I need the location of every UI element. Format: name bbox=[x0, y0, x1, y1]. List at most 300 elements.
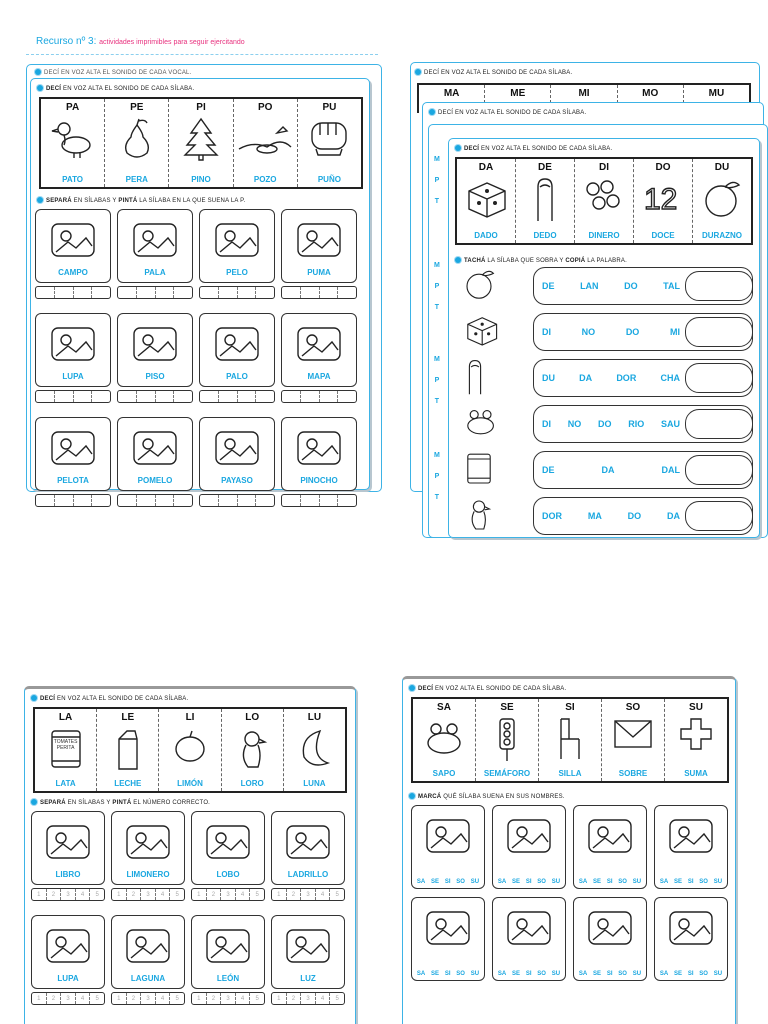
strip-syllable[interactable]: DI bbox=[542, 419, 551, 429]
syllable-boxes[interactable] bbox=[35, 286, 111, 299]
card-word: PELOTA bbox=[57, 476, 89, 485]
s-card-grid bbox=[411, 805, 729, 981]
syllable-box[interactable] bbox=[36, 391, 55, 402]
syllable-boxes[interactable] bbox=[111, 888, 185, 901]
syllable-word: DEDO bbox=[533, 231, 557, 240]
syllable-choice[interactable]: SI bbox=[444, 879, 451, 885]
syllable-boxes[interactable] bbox=[31, 992, 105, 1005]
number-choice[interactable]: 3 bbox=[221, 889, 236, 900]
syllable-box[interactable] bbox=[256, 287, 274, 298]
syllable-box[interactable] bbox=[92, 495, 110, 506]
syllable-box[interactable] bbox=[338, 495, 356, 506]
number-choice[interactable]: 2 bbox=[127, 993, 142, 1004]
number-choice[interactable]: 3 bbox=[141, 889, 156, 900]
syllable-label: DU bbox=[714, 162, 730, 173]
syllable-word: POZO bbox=[253, 175, 277, 184]
syllable-label: DA bbox=[478, 162, 494, 173]
syllable-choice[interactable]: SO bbox=[699, 971, 708, 977]
syllable-choice[interactable]: SI bbox=[687, 971, 694, 977]
syllable-choice[interactable]: SE bbox=[674, 971, 683, 977]
strip-syllables bbox=[542, 281, 680, 291]
number-choice[interactable]: 4 bbox=[76, 993, 91, 1004]
syllable-choice[interactable]: SA bbox=[416, 971, 426, 977]
syllable-boxes[interactable] bbox=[111, 992, 185, 1005]
duck-icon bbox=[50, 117, 96, 164]
syllable-label: SI bbox=[565, 702, 575, 713]
syllable-box[interactable] bbox=[301, 495, 320, 506]
number-choice[interactable]: 1 bbox=[192, 993, 207, 1004]
syllable-choice[interactable]: SI bbox=[606, 971, 613, 977]
syllable-choice[interactable]: SI bbox=[606, 879, 613, 885]
answer-field[interactable] bbox=[685, 271, 753, 301]
syllable-box[interactable] bbox=[118, 495, 137, 506]
picture-card bbox=[199, 313, 275, 387]
syllable-choice[interactable]: SE bbox=[674, 879, 683, 885]
strip-syllable[interactable]: LAN bbox=[580, 281, 599, 291]
syllable-box[interactable] bbox=[137, 391, 156, 402]
number-choice[interactable]: 5 bbox=[175, 892, 179, 898]
number-choice[interactable]: 4 bbox=[236, 889, 251, 900]
card-item bbox=[111, 915, 185, 1005]
syllable-choice[interactable]: SO bbox=[618, 971, 627, 977]
syllable-box[interactable] bbox=[320, 287, 339, 298]
side-letter: P bbox=[434, 377, 440, 384]
syllable-choice[interactable]: SE bbox=[593, 879, 602, 885]
syllable-choice[interactable]: SI bbox=[444, 971, 451, 977]
syllable-choice[interactable]: SI bbox=[687, 879, 694, 885]
number-choice[interactable]: 2 bbox=[287, 993, 302, 1004]
syllable-box[interactable] bbox=[338, 391, 356, 402]
number-choice[interactable]: 2 bbox=[207, 993, 222, 1004]
syllable-box[interactable] bbox=[74, 391, 93, 402]
picture-card bbox=[117, 313, 193, 387]
plus-icon bbox=[679, 717, 713, 756]
syllable-box[interactable] bbox=[320, 391, 339, 402]
strip-syllable[interactable]: MI bbox=[669, 327, 680, 337]
number-choice[interactable]: 5 bbox=[335, 996, 339, 1002]
syllable-word: LATA bbox=[55, 779, 76, 788]
syllable-choice[interactable]: SO bbox=[537, 879, 546, 885]
syllable-box[interactable] bbox=[282, 287, 301, 298]
syllable-word: PINO bbox=[191, 175, 211, 184]
s-instruction-2: MARCÁ QUÉ SÍLABA SUENA EN SUS NOMBRES. bbox=[409, 793, 565, 800]
syllable-choices bbox=[574, 971, 646, 977]
syllable-box[interactable] bbox=[256, 495, 274, 506]
syllable-box[interactable] bbox=[156, 495, 175, 506]
syllable-box[interactable] bbox=[338, 287, 356, 298]
number-choice[interactable]: 3 bbox=[221, 993, 236, 1004]
syllable-boxes[interactable] bbox=[281, 286, 357, 299]
syllable-box[interactable] bbox=[200, 287, 219, 298]
strip-syllable[interactable]: RIO bbox=[628, 419, 645, 429]
picture-card bbox=[199, 417, 275, 491]
number-choice[interactable]: 4 bbox=[316, 889, 331, 900]
strip-syllable[interactable]: DO bbox=[624, 281, 638, 291]
syllable-choice[interactable]: SI bbox=[525, 971, 532, 977]
card-word: LUPA bbox=[62, 372, 84, 381]
number-choice[interactable]: 5 bbox=[95, 996, 99, 1002]
syllable-choice[interactable]: SE bbox=[512, 971, 521, 977]
card-word: POMELO bbox=[137, 476, 173, 485]
card-item bbox=[31, 811, 105, 901]
syllable-word: SEMÁFORO bbox=[483, 769, 531, 778]
number-choice[interactable]: 1 bbox=[272, 993, 287, 1004]
number-choice[interactable]: 3 bbox=[141, 993, 156, 1004]
syllable-box[interactable] bbox=[74, 287, 93, 298]
syllable-word: PUÑO bbox=[317, 175, 341, 184]
sheet-s bbox=[402, 676, 736, 1024]
picture-card bbox=[31, 915, 105, 989]
number-choice[interactable]: 4 bbox=[76, 889, 91, 900]
twelve-icon bbox=[640, 177, 686, 222]
strip-syllable[interactable]: MA bbox=[587, 511, 602, 521]
number-choice[interactable]: 2 bbox=[47, 889, 62, 900]
card-item bbox=[281, 313, 357, 403]
answer-field[interactable] bbox=[685, 317, 753, 347]
syllable-box[interactable] bbox=[219, 495, 238, 506]
syllable-choices bbox=[412, 879, 484, 885]
strip-syllable[interactable]: DOR bbox=[616, 373, 637, 383]
syllable-boxes[interactable] bbox=[199, 390, 275, 403]
syllable-boxes[interactable] bbox=[191, 992, 265, 1005]
lemon-icon bbox=[170, 727, 210, 772]
picture-card bbox=[411, 897, 485, 981]
strip-syllables bbox=[542, 373, 680, 383]
syllable-box[interactable] bbox=[282, 391, 301, 402]
syllable-boxes[interactable] bbox=[281, 390, 357, 403]
card-item bbox=[111, 811, 185, 901]
syllable-label: DO bbox=[655, 162, 671, 173]
strip-syllable[interactable]: DA bbox=[666, 511, 680, 521]
number-choice[interactable]: 1 bbox=[32, 993, 47, 1004]
card-word: PAYASO bbox=[221, 476, 253, 485]
syllable-boxes[interactable] bbox=[31, 888, 105, 901]
number-choice[interactable]: 1 bbox=[192, 889, 207, 900]
picture-card bbox=[654, 805, 728, 889]
syllable-column bbox=[539, 699, 602, 781]
side-letter: M bbox=[434, 156, 440, 163]
card-item bbox=[35, 417, 111, 507]
syllable-choice[interactable]: SE bbox=[431, 879, 440, 885]
syllable-box[interactable] bbox=[36, 287, 55, 298]
syllable-word: DOCE bbox=[651, 231, 675, 240]
syllable-choice[interactable]: SU bbox=[551, 879, 561, 885]
syllable-word: LECHE bbox=[114, 779, 142, 788]
syllable-word: LORO bbox=[240, 779, 264, 788]
number-choice[interactable]: 5 bbox=[335, 892, 339, 898]
answer-field[interactable] bbox=[685, 409, 753, 439]
syllable-label: MI bbox=[578, 88, 590, 99]
syllable-column bbox=[665, 699, 727, 781]
syllable-column bbox=[516, 159, 575, 243]
syllable-choice[interactable]: SA bbox=[578, 971, 588, 977]
syllable-box[interactable] bbox=[55, 391, 74, 402]
syllable-word: PERA bbox=[125, 175, 148, 184]
syllable-label: PI bbox=[196, 102, 206, 113]
number-choice[interactable]: 2 bbox=[287, 889, 302, 900]
strip-syllable[interactable]: DI bbox=[542, 327, 551, 337]
syllable-choice[interactable]: SA bbox=[659, 971, 669, 977]
sheet-d bbox=[448, 138, 760, 538]
number-choice[interactable]: 5 bbox=[255, 996, 259, 1002]
syllable-boxes[interactable] bbox=[199, 494, 275, 507]
syllable-column bbox=[298, 99, 361, 187]
number-choice[interactable]: 2 bbox=[127, 889, 142, 900]
syllable-column bbox=[476, 699, 539, 781]
syllable-column bbox=[457, 159, 516, 243]
syllable-choice[interactable]: SU bbox=[551, 971, 561, 977]
syllable-choice[interactable]: SA bbox=[416, 879, 426, 885]
syllable-choice[interactable]: SA bbox=[497, 879, 507, 885]
syllable-box[interactable] bbox=[238, 495, 257, 506]
syllable-label: LU bbox=[307, 712, 322, 723]
syllable-box[interactable] bbox=[92, 287, 110, 298]
syllable-label: LI bbox=[185, 712, 195, 723]
syllable-boxes[interactable] bbox=[117, 390, 193, 403]
syllable-choice[interactable]: SE bbox=[512, 879, 521, 885]
side-letter: P bbox=[434, 473, 440, 480]
syllable-column bbox=[159, 709, 221, 791]
syllable-label: SE bbox=[500, 702, 514, 713]
parrot-icon bbox=[463, 497, 495, 536]
syllable-choice[interactable]: SO bbox=[456, 971, 465, 977]
syllable-box[interactable] bbox=[174, 287, 192, 298]
syllable-word: SILLA bbox=[558, 769, 582, 778]
number-choice[interactable]: 3 bbox=[301, 889, 316, 900]
syllable-strip bbox=[533, 359, 753, 397]
answer-field[interactable] bbox=[685, 363, 753, 393]
strip-syllable[interactable]: DA bbox=[579, 373, 593, 383]
card-item bbox=[281, 417, 357, 507]
syllable-box[interactable] bbox=[200, 495, 219, 506]
sheet-p bbox=[30, 78, 370, 490]
number-choice[interactable]: 5 bbox=[175, 996, 179, 1002]
side-letters-4 bbox=[434, 452, 440, 501]
strip-syllable[interactable]: NO bbox=[567, 419, 582, 429]
picture-card bbox=[281, 209, 357, 283]
syllable-choice[interactable]: SU bbox=[632, 879, 642, 885]
syllable-choice[interactable]: SA bbox=[659, 879, 669, 885]
number-choice[interactable]: 4 bbox=[236, 993, 251, 1004]
card-word: LIMONERO bbox=[126, 870, 170, 879]
syllable-box[interactable] bbox=[282, 495, 301, 506]
syllable-boxes[interactable] bbox=[281, 494, 357, 507]
number-choice[interactable]: 1 bbox=[112, 889, 127, 900]
syllable-box[interactable] bbox=[219, 391, 238, 402]
picture-card bbox=[191, 915, 265, 989]
card-word: LUZ bbox=[300, 974, 316, 983]
syllable-box[interactable] bbox=[320, 495, 339, 506]
syllable-strip bbox=[533, 497, 753, 535]
picture-card bbox=[31, 811, 105, 885]
picture-card bbox=[492, 805, 566, 889]
syllable-boxes[interactable] bbox=[117, 494, 193, 507]
syllable-boxes[interactable] bbox=[271, 888, 345, 901]
pit-icon bbox=[237, 117, 293, 162]
syllable-column bbox=[413, 699, 476, 781]
card-item bbox=[191, 915, 265, 1005]
card-word: PELO bbox=[226, 268, 248, 277]
syllable-box[interactable] bbox=[174, 495, 192, 506]
strip-syllables bbox=[542, 419, 680, 429]
resource-header bbox=[36, 36, 245, 47]
syllable-box[interactable] bbox=[156, 391, 175, 402]
strip-syllable[interactable]: DE bbox=[542, 281, 555, 291]
number-choice[interactable]: 4 bbox=[156, 993, 171, 1004]
card-picture-icon bbox=[502, 812, 556, 888]
number-choice[interactable]: 5 bbox=[255, 892, 259, 898]
syllable-box[interactable] bbox=[200, 391, 219, 402]
picture-card bbox=[411, 805, 485, 889]
syllable-label: MO bbox=[642, 88, 659, 99]
card-word: LEÓN bbox=[216, 974, 240, 983]
s-syllable-table bbox=[411, 697, 729, 783]
syllable-box[interactable] bbox=[219, 287, 238, 298]
card-picture-icon bbox=[583, 812, 637, 888]
chair-icon bbox=[553, 717, 587, 766]
card-picture-icon bbox=[421, 904, 475, 980]
syllable-choice[interactable]: SO bbox=[618, 879, 627, 885]
answer-field[interactable] bbox=[685, 455, 753, 485]
card-picture-icon bbox=[664, 812, 718, 888]
answer-field[interactable] bbox=[685, 501, 753, 531]
syllable-word: DINERO bbox=[588, 231, 620, 240]
syllable-box[interactable] bbox=[301, 391, 320, 402]
picture-card bbox=[573, 897, 647, 981]
syllable-choice[interactable]: SI bbox=[525, 879, 532, 885]
strip-syllable[interactable]: DO bbox=[627, 511, 642, 521]
number-choice[interactable]: 3 bbox=[301, 993, 316, 1004]
syllable-box[interactable] bbox=[118, 287, 137, 298]
syllable-boxes[interactable] bbox=[35, 390, 111, 403]
card-picture-icon bbox=[502, 904, 556, 980]
syllable-box[interactable] bbox=[256, 391, 274, 402]
syllable-boxes[interactable] bbox=[271, 992, 345, 1005]
syllable-choice[interactable]: SE bbox=[593, 971, 602, 977]
syllable-box[interactable] bbox=[74, 495, 93, 506]
number-choice[interactable]: 2 bbox=[207, 889, 222, 900]
card-word: PINOCHO bbox=[300, 476, 338, 485]
syllable-box[interactable] bbox=[55, 495, 74, 506]
syllable-choice[interactable]: SO bbox=[456, 879, 465, 885]
card-item bbox=[199, 417, 275, 507]
syllable-choices bbox=[655, 879, 727, 885]
number-choice[interactable]: 4 bbox=[156, 889, 171, 900]
syllable-box[interactable] bbox=[174, 391, 192, 402]
syllable-word: SUMA bbox=[684, 769, 708, 778]
picture-card bbox=[281, 313, 357, 387]
picture-card bbox=[35, 417, 111, 491]
card-item bbox=[35, 209, 111, 299]
syllable-box[interactable] bbox=[301, 287, 320, 298]
number-choice[interactable]: 5 bbox=[95, 892, 99, 898]
syllable-word: SOBRE bbox=[618, 769, 648, 778]
number-choice[interactable]: 2 bbox=[47, 993, 62, 1004]
syllable-choice[interactable]: SU bbox=[470, 971, 480, 977]
number-choice[interactable]: 3 bbox=[61, 993, 76, 1004]
strip-syllable[interactable]: DU bbox=[542, 373, 555, 383]
dice-icon bbox=[463, 313, 500, 351]
syllable-box[interactable] bbox=[238, 391, 257, 402]
syllable-box[interactable] bbox=[36, 495, 55, 506]
card-word: LAGUNA bbox=[130, 974, 166, 983]
syllable-box[interactable] bbox=[92, 391, 110, 402]
syllable-box[interactable] bbox=[137, 495, 156, 506]
syllable-box[interactable] bbox=[238, 287, 257, 298]
milk-icon bbox=[113, 727, 143, 776]
syllable-choice[interactable]: SO bbox=[537, 971, 546, 977]
p-card-grid bbox=[35, 209, 361, 507]
strip-syllable[interactable]: DAL bbox=[661, 465, 680, 475]
side-letters-3 bbox=[434, 356, 440, 405]
side-letter: M bbox=[434, 452, 440, 459]
d-syllable-table bbox=[455, 157, 753, 245]
dice-icon bbox=[463, 177, 509, 224]
syllable-box[interactable] bbox=[118, 391, 137, 402]
syllable-choice[interactable]: SE bbox=[431, 971, 440, 977]
strip-syllable[interactable]: CHA bbox=[660, 373, 680, 383]
syllable-word: DURAZNO bbox=[702, 231, 742, 240]
strip-syllables bbox=[542, 327, 680, 337]
picture-card bbox=[35, 313, 111, 387]
side-letters-2 bbox=[434, 262, 440, 311]
syllable-boxes[interactable] bbox=[35, 494, 111, 507]
syllable-column bbox=[602, 699, 665, 781]
card-item bbox=[199, 313, 275, 403]
syllable-box[interactable] bbox=[137, 287, 156, 298]
syllable-word: LUNA bbox=[303, 779, 326, 788]
pear-icon bbox=[117, 117, 157, 166]
strip-syllable[interactable]: DO bbox=[625, 327, 640, 337]
syllable-label: MU bbox=[708, 88, 725, 99]
strip-syllable[interactable]: SAU bbox=[660, 419, 680, 429]
number-choice[interactable]: 3 bbox=[61, 889, 76, 900]
strip-syllable[interactable]: DE bbox=[542, 465, 555, 475]
syllable-choice[interactable]: SO bbox=[699, 879, 708, 885]
strip-syllable[interactable]: TAL bbox=[663, 281, 680, 291]
number-choice[interactable]: 1 bbox=[32, 889, 47, 900]
syllable-choice[interactable]: SU bbox=[713, 971, 723, 977]
syllable-box[interactable] bbox=[156, 287, 175, 298]
strip-syllable[interactable]: NO bbox=[581, 327, 596, 337]
syllable-choice[interactable]: SU bbox=[470, 879, 480, 885]
syllable-box[interactable] bbox=[55, 287, 74, 298]
syllable-boxes[interactable] bbox=[199, 286, 275, 299]
strip-syllable[interactable]: DOR bbox=[542, 511, 562, 521]
picture-card bbox=[35, 209, 111, 283]
syllable-choice[interactable]: SU bbox=[632, 971, 642, 977]
syllable-choice[interactable]: SA bbox=[497, 971, 507, 977]
picture-card bbox=[199, 209, 275, 283]
syllable-word: LIMÓN bbox=[177, 779, 203, 788]
number-choice[interactable]: 1 bbox=[272, 889, 287, 900]
envelope-icon bbox=[611, 717, 655, 758]
p-instruction: DECÍ EN VOZ ALTA EL SONIDO DE CADA SÍLABA. bbox=[37, 85, 194, 92]
syllable-choice[interactable]: SA bbox=[578, 879, 588, 885]
syllable-boxes[interactable] bbox=[191, 888, 265, 901]
number-choice[interactable]: 4 bbox=[316, 993, 331, 1004]
syllable-choice[interactable]: SU bbox=[713, 879, 723, 885]
syllable-label: PE bbox=[130, 102, 144, 113]
syllable-boxes[interactable] bbox=[117, 286, 193, 299]
d-instruction-2: TACHÁ LA SÍLABA QUE SOBRA Y COPIÁ LA PALABRA. bbox=[455, 257, 627, 264]
strip-syllable[interactable]: DA bbox=[601, 465, 615, 475]
card-word: LOBO bbox=[216, 870, 240, 879]
syllable-strip bbox=[533, 451, 753, 489]
strip-syllable[interactable]: DO bbox=[597, 419, 612, 429]
syllable-label: DE bbox=[538, 162, 552, 173]
number-choice[interactable]: 1 bbox=[112, 993, 127, 1004]
